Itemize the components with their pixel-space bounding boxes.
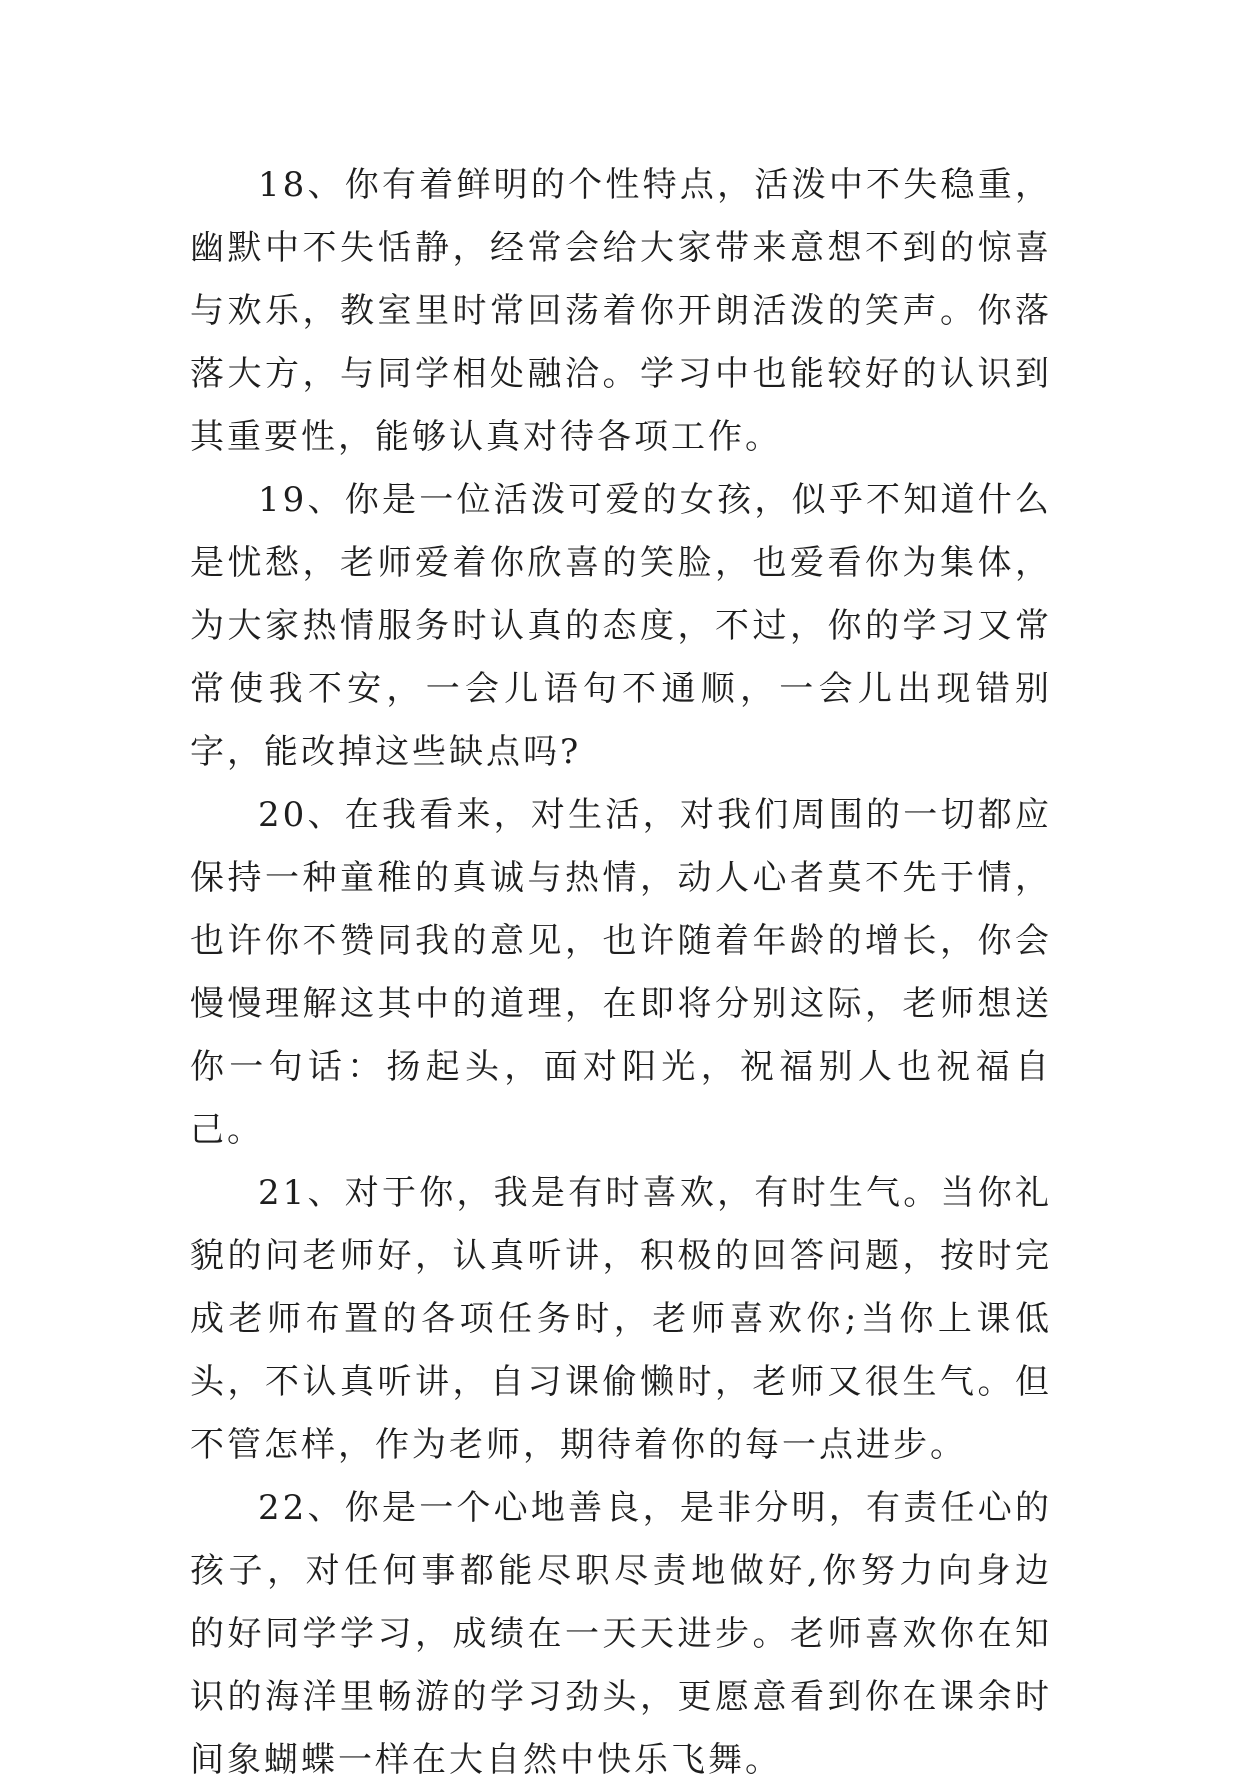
document-body [190, 154, 1052, 1792]
comment-paragraph-21: 21、对于你，我是有时喜欢，有时生气。当你礼貌的问老师好，认真听讲，积极的回答问题，按时完成老师布置的各项任务时，老师喜欢你;当你上课低头，不认真听讲，自习课偷懒时，老师又很生气。但不管怎样，作为老师，期待着你的每一点进步。 [190, 1173, 1052, 1465]
comment-paragraph-20: 20、在我看来，对生活，对我们周围的一切都应保持一种童稚的真诚与热情，动人心者莫不先于情，也许你不赞同我的意见，也许随着年龄的增长，你会慢慢理解这其中的道理，在即将分别这际，老师想送你一句话：扬起头，面对阳光，祝福别人也祝福自己。 [190, 795, 1052, 1150]
comment-paragraph-19: 19、你是一位活泼可爱的女孩，似乎不知道什么是忧愁，老师爱着你欣喜的笑脸，也爱看你为集体，为大家热情服务时认真的态度，不过，你的学习又常常使我不安，一会儿语句不通顺，一会儿出现错别字，能改掉这些缺点吗? [190, 480, 1052, 772]
comment-paragraph-18: 18、你有着鲜明的个性特点，活泼中不失稳重，幽默中不失恬静，经常会给大家带来意想不到的惊喜与欢乐，教室里时常回荡着你开朗活泼的笑声。你落落大方，与同学相处融洽。学习中也能较好的认识到其重要性，能够认真对待各项工作。 [190, 165, 1052, 457]
comment-paragraph-22: 22、你是一个心地善良，是非分明，有责任心的孩子，对任何事都能尽职尽责地做好,你努力向身边的好同学学习，成绩在一天天进步。老师喜欢你在知识的海洋里畅游的学习劲头，更愿意看到你在课余时间象蝴蝶一样在大自然中快乐飞舞。 [190, 1488, 1052, 1780]
